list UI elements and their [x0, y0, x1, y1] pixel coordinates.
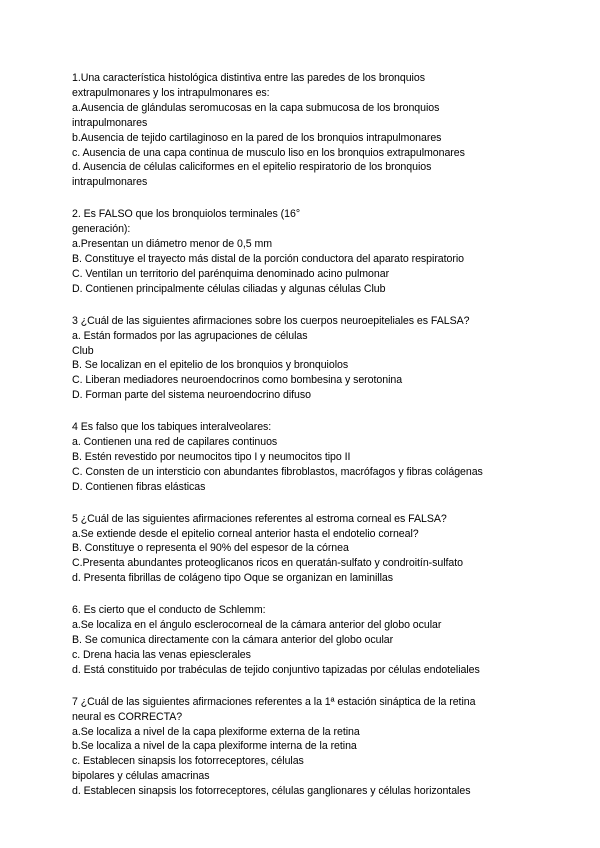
text-line: d. Establecen sinapsis los fotorreceptores, células ganglionares y células horizontales: [72, 785, 471, 798]
text-line: c. Establecen sinapsis los fotorreceptores, células: [72, 755, 304, 768]
text-line: C.Presenta abundantes proteoglicanos ricos en queratán-sulfato y condroitín-sulfato: [72, 557, 464, 570]
question-2: [72, 207, 582, 296]
question-3: [72, 314, 582, 403]
text-line: extrapulmonares y los intrapulmonares es:: [72, 86, 270, 99]
text-line: B. Se localizan en el epitelio de los bronquios y bronquiolos: [72, 359, 349, 372]
text-line: d. Está constituido por trabéculas de tejido conjuntivo tapizadas por células endoteliales: [72, 663, 480, 676]
text-line: D. Contienen fibras elásticas: [72, 480, 206, 493]
text-line: D. Forman parte del sistema neuroendocrino difuso: [72, 389, 311, 402]
text-line: a.Se localiza en el ángulo esclerocorneal de la cámara anterior del globo ocular: [72, 619, 442, 632]
text-line: B. Estén revestido por neumocitos tipo I y neumocitos tipo II: [72, 450, 351, 463]
text-line: B. Constituye el trayecto más distal de la porción conductora del aparato respiratorio: [72, 252, 464, 265]
question-4: [72, 420, 582, 495]
question-text: 4 Es falso que los tabiques interalveolares:: [72, 421, 272, 434]
question-text: 6. Es cierto que el conducto de Schlemm:: [72, 604, 266, 617]
question-text: 3 ¿Cuál de las siguientes afirmaciones sobre los cuerpos neuroepiteliales es FALSA?: [72, 314, 470, 327]
text-line: D. Contienen principalmente células ciliadas y algunas células Club: [72, 282, 386, 295]
text-line: d. Presenta fibrillas de colágeno tipo Oque se organizan en laminillas: [72, 572, 393, 585]
text-line: b.Ausencia de tejido cartilaginoso en la pared de los bronquios intrapulmonares: [72, 131, 442, 144]
text-line: a. Contienen una red de capilares continuos: [72, 436, 278, 449]
text-line: d. Ausencia de células caliciformes en el epitelio respiratorio de los bronquios: [72, 161, 432, 174]
text-line: c. Ausencia de una capa continua de musculo liso en los bronquios extrapulmonares: [72, 146, 465, 159]
question-6: [72, 603, 582, 678]
text-line: C. Ventilan un territorio del parénquima denominado acino pulmonar: [72, 267, 390, 280]
text-line: a.Presentan un diámetro menor de 0,5 mm: [72, 238, 273, 251]
question-1: [72, 71, 582, 190]
text-line: a.Se localiza a nivel de la capa plexiforme externa de la retina: [72, 725, 360, 738]
text-line: intrapulmonares: [72, 116, 148, 129]
text-line: a.Ausencia de glándulas seromucosas en la capa submucosa de los bronquios: [72, 101, 440, 114]
text-line: c. Drena hacia las venas epiesclerales: [72, 648, 251, 661]
text-line: b.Se localiza a nivel de la capa plexiforme interna de la retina: [72, 740, 357, 753]
text-line: neural es CORRECTA?: [72, 710, 183, 723]
question-7: [72, 695, 582, 799]
text-line: C. Liberan mediadores neuroendocrinos como bombesina y serotonina: [72, 374, 403, 387]
document-page: [72, 71, 582, 816]
question-text: 2. Es FALSO que los bronquiolos terminales (16°: [72, 208, 301, 221]
question-text: 1.Una característica histológica distintiva entre las paredes de los bronquios: [72, 72, 425, 84]
text-line: C. Consten de un intersticio con abundantes fibroblastos, macrófagos y fibras colágenas: [72, 465, 483, 478]
text-line: a. Están formados por las agrupaciones de células: [72, 329, 308, 342]
text-line: generación):: [72, 223, 131, 236]
text-line: bipolares y células amacrinas: [72, 770, 210, 783]
question-5: [72, 512, 582, 587]
text-line: intrapulmonares: [72, 176, 148, 189]
text-line: Club: [72, 344, 94, 357]
text-line: B. Constituye o representa el 90% del espesor de la córnea: [72, 542, 349, 555]
text-line: B. Se comunica directamente con la cámara anterior del globo ocular: [72, 634, 394, 646]
text-line: a.Se extiende desde el epitelio corneal anterior hasta el endotelio corneal?: [72, 527, 419, 540]
question-text: 5 ¿Cuál de las siguientes afirmaciones referentes al estroma corneal es FALSA?: [72, 512, 447, 525]
question-text: 7 ¿Cuál de las siguientes afirmaciones referentes a la 1ª estación sináptica de la retina: [72, 695, 476, 708]
